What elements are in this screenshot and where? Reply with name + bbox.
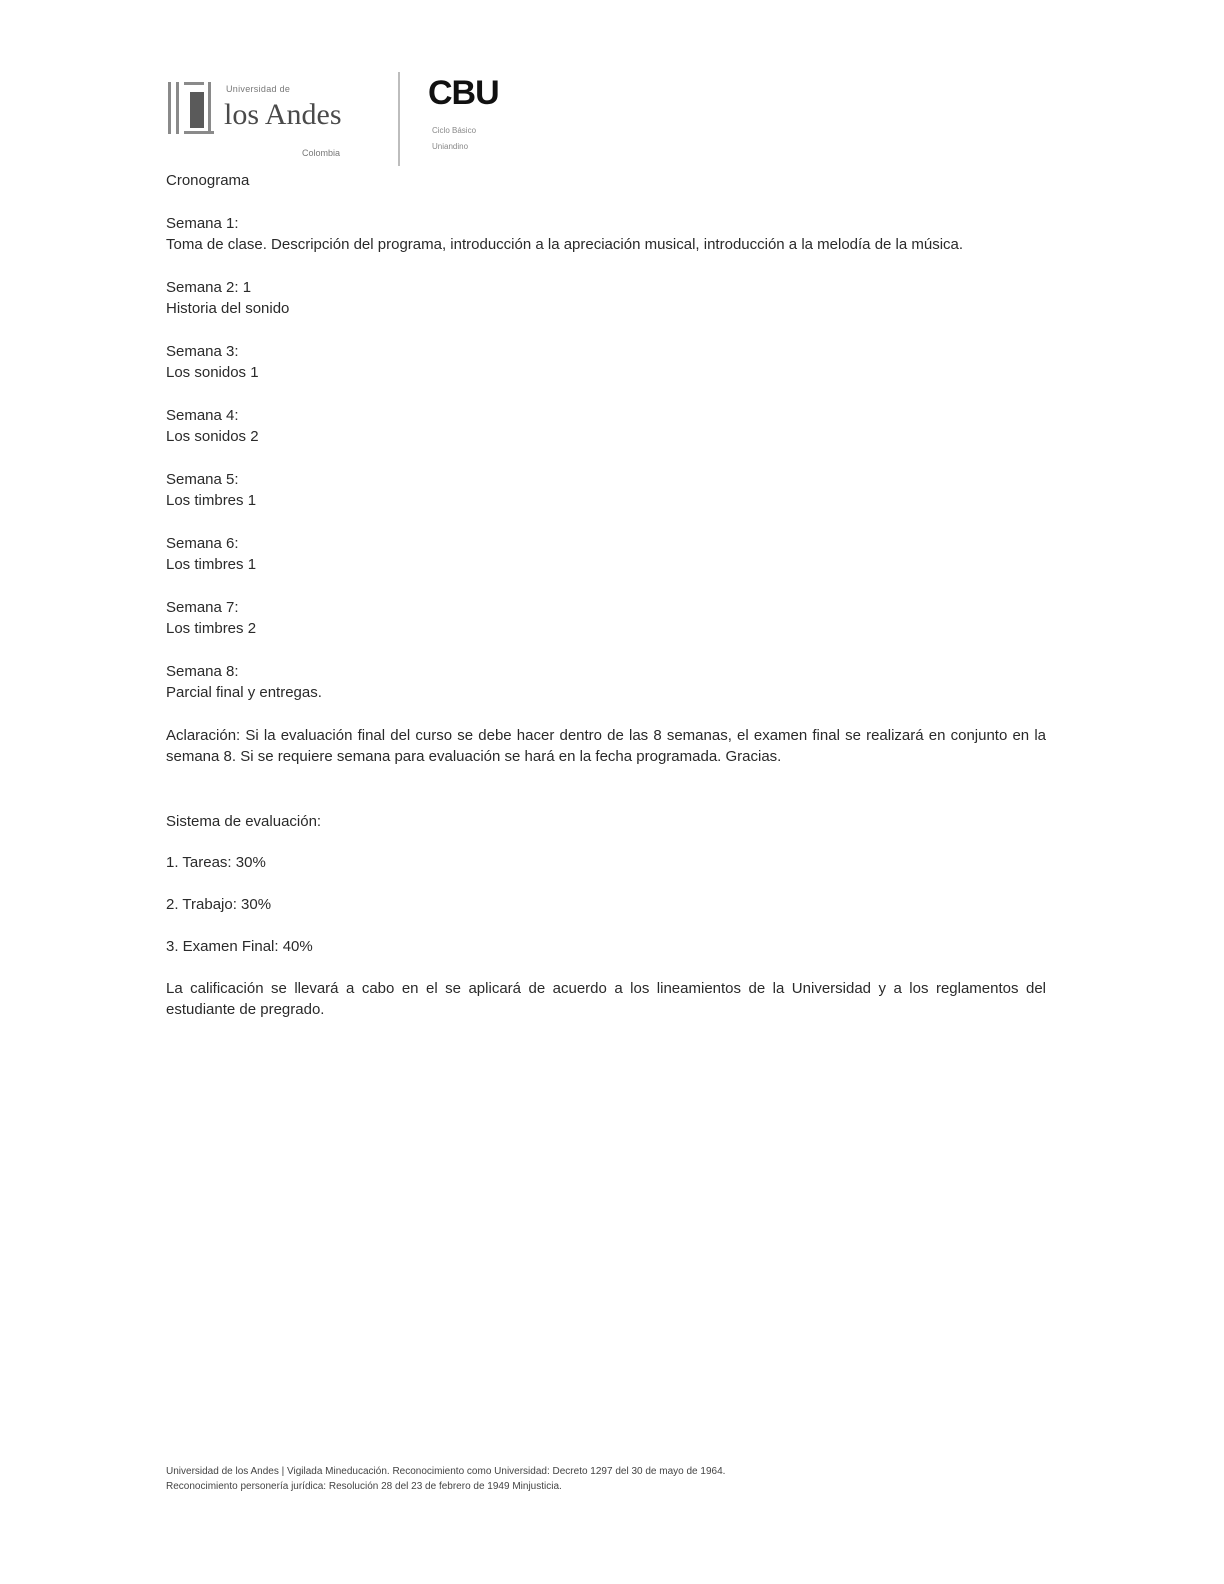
week-entry (166, 213, 1046, 255)
week-entry (166, 533, 1046, 575)
evaluation-item: 2. Trabajo: 30% (166, 896, 272, 913)
week-description: Parcial final y entregas. (166, 684, 322, 701)
cbu-mark: CBU (428, 74, 499, 112)
week-description: Historia del sonido (166, 300, 290, 317)
week-entry (166, 661, 1046, 703)
university-place: Colombia (302, 148, 341, 158)
uniandes-emblem-icon (168, 82, 216, 134)
week-entry (166, 469, 1046, 511)
evaluation-item: 3. Examen Final: 40% (166, 938, 313, 955)
footer-line-2: Reconocimiento personería jurídica: Resolución 28 del 23 de febrero de 1949 Minjusticia. (166, 1481, 562, 1492)
week-title: Semana 5: (166, 471, 239, 488)
cronograma-title: Cronograma (166, 172, 250, 189)
evaluation-title: Sistema de evaluación: (166, 813, 322, 830)
week-title: Semana 3: (166, 343, 239, 360)
week-title: Semana 4: (166, 407, 239, 424)
week-description: Los timbres 1 (166, 492, 257, 509)
page-footer (166, 1464, 966, 1494)
week-title: Semana 7: (166, 599, 239, 616)
evaluation-note: La calificación se llevará a cabo en el se aplicará de acuerdo a los lineamientos de la Universidad y a los reglamentos del estudiante de pregrado. (166, 980, 1046, 1018)
university-label: Universidad de (226, 84, 291, 94)
week-entry (166, 277, 1046, 319)
week-title: Semana 1: (166, 215, 239, 232)
week-entry (166, 597, 1046, 639)
cbu-subtitle-1: Ciclo Básico (432, 126, 477, 135)
week-description: Toma de clase. Descripción del programa, introducción a la apreciación musical, introducción a la melodía de la música. (166, 236, 964, 253)
university-name: los Andes (224, 98, 342, 131)
week-title: Semana 8: (166, 663, 239, 680)
week-entry (166, 341, 1046, 383)
schedule-note: Aclaración: Si la evaluación final del curso se debe hacer dentro de las 8 semanas, el examen final se realizará en conjunto en la semana 8. Si se requiere semana para evaluación se hará en la fecha programada. Gracias. (166, 727, 1046, 765)
footer-line-1: Universidad de los Andes | Vigilada Mineducación. Reconocimiento como Universidad: Decreto 1297 del 30 de mayo de 1964. (166, 1466, 726, 1477)
evaluation-item: 1. Tareas: 30% (166, 854, 266, 871)
week-description: Los timbres 1 (166, 556, 257, 573)
week-title: Semana 2: 1 (166, 279, 252, 296)
cbu-logo (428, 76, 532, 162)
week-title: Semana 6: (166, 535, 239, 552)
week-description: Los sonidos 2 (166, 428, 259, 445)
week-description: Los timbres 2 (166, 620, 257, 637)
week-entry (166, 405, 1046, 447)
document-body (166, 170, 1046, 1020)
week-description: Los sonidos 1 (166, 364, 259, 381)
header-divider (398, 72, 400, 166)
uniandes-logo (166, 80, 370, 158)
cbu-subtitle-2: Uniandino (432, 142, 469, 151)
page-header (166, 72, 546, 168)
